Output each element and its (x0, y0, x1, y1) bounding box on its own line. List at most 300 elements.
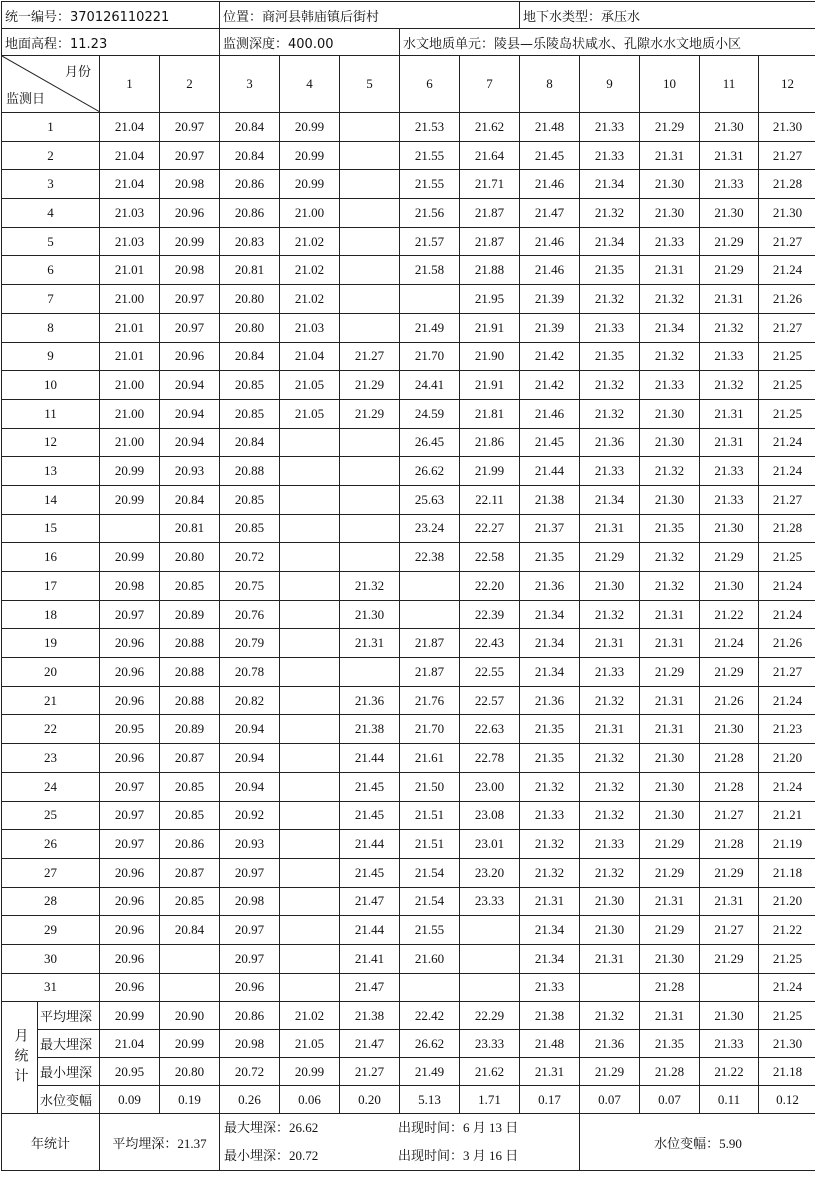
depth-cell: 22.57 (460, 686, 520, 715)
stat-cell: 1.71 (460, 1086, 520, 1114)
depth-cell: 21.30 (700, 572, 759, 601)
hydrogeologic-unit: 水文地质单元：陵县—乐陵岛状咸水、孔隙水水文地质小区 (400, 29, 815, 56)
annual-average-depth: 平均埋深：21.37 (100, 1114, 220, 1171)
day-label: 22 (2, 715, 100, 744)
depth-cell: 21.31 (640, 715, 700, 744)
depth-cell: 20.92 (220, 801, 280, 830)
depth-cell: 21.27 (340, 342, 400, 371)
day-label: 2 (2, 141, 100, 170)
table-row (2, 944, 815, 973)
depth-cell: 21.31 (640, 256, 700, 285)
depth-cell: 21.30 (700, 199, 759, 228)
day-label: 17 (2, 572, 100, 601)
depth-cell: 21.39 (520, 285, 580, 314)
depth-cell: 21.25 (759, 944, 815, 973)
depth-cell: 21.29 (700, 543, 759, 572)
max-depth-time: 出现时间：6 月 13 日 (398, 1114, 579, 1142)
depth-cell: 20.83 (220, 227, 280, 256)
table-row (2, 801, 815, 830)
depth-cell: 20.81 (220, 256, 280, 285)
depth-cell: 21.03 (100, 199, 160, 228)
day-label: 20 (2, 658, 100, 687)
depth-cell: 21.36 (580, 428, 640, 457)
depth-cell: 21.01 (100, 256, 160, 285)
station-id: 统一编号：370126110221 (2, 2, 220, 29)
depth-cell: 20.75 (220, 572, 280, 601)
depth-cell: 21.47 (340, 973, 400, 1002)
stat-label: 最大埋深 (38, 1030, 100, 1058)
depth-cell: 21.32 (580, 858, 640, 887)
depth-cell: 21.01 (100, 342, 160, 371)
day-label: 4 (2, 199, 100, 228)
depth-cell: 21.38 (340, 715, 400, 744)
stat-cell: 20.99 (280, 1058, 340, 1086)
depth-cell: 21.04 (100, 141, 160, 170)
ground-elevation: 地面高程：11.23 (2, 29, 220, 56)
stat-cell: 23.33 (460, 1030, 520, 1058)
depth-cell: 20.96 (100, 629, 160, 658)
day-label: 21 (2, 686, 100, 715)
depth-cell: 21.29 (700, 658, 759, 687)
depth-cell (340, 543, 400, 572)
depth-cell: 20.81 (160, 514, 220, 543)
table-row (2, 572, 815, 601)
depth-cell: 21.04 (100, 170, 160, 199)
depth-cell: 21.36 (520, 686, 580, 715)
depth-cell (460, 916, 520, 945)
depth-cell: 20.97 (100, 772, 160, 801)
depth-cell (280, 428, 340, 457)
depth-cell: 20.85 (220, 514, 280, 543)
depth-cell: 21.24 (759, 973, 815, 1002)
day-label: 18 (2, 600, 100, 629)
depth-cell: 21.30 (759, 199, 815, 228)
table-row (2, 916, 815, 945)
day-label: 1 (2, 113, 100, 142)
stat-cell: 21.28 (640, 1058, 700, 1086)
depth-cell (340, 141, 400, 170)
depth-cell: 20.97 (220, 944, 280, 973)
depth-cell: 20.85 (160, 572, 220, 601)
depth-cell: 21.29 (640, 658, 700, 687)
depth-cell: 21.35 (640, 514, 700, 543)
depth-cell: 21.55 (400, 141, 460, 170)
depth-cell: 20.97 (100, 600, 160, 629)
depth-cell (280, 457, 340, 486)
min-depth-time: 出现时间：3 月 16 日 (398, 1142, 579, 1170)
table-row (2, 600, 815, 629)
depth-cell: 21.02 (280, 227, 340, 256)
table-row (2, 830, 815, 859)
depth-cell: 21.27 (759, 227, 815, 256)
depth-cell: 21.33 (700, 485, 759, 514)
depth-cell: 21.31 (580, 629, 640, 658)
stat-cell: 20.72 (220, 1058, 280, 1086)
depth-cell (280, 944, 340, 973)
depth-cell: 21.18 (759, 858, 815, 887)
depth-cell: 20.85 (160, 801, 220, 830)
depth-cell: 20.82 (220, 686, 280, 715)
day-label: 11 (2, 399, 100, 428)
depth-cell: 21.54 (400, 887, 460, 916)
depth-cell: 21.34 (580, 227, 640, 256)
depth-cell: 21.34 (520, 600, 580, 629)
table-row (2, 227, 815, 256)
depth-cell: 21.34 (520, 629, 580, 658)
depth-cell: 24.59 (400, 399, 460, 428)
depth-cell: 20.97 (220, 858, 280, 887)
depth-cell: 21.46 (520, 399, 580, 428)
stat-cell: 0.06 (280, 1086, 340, 1114)
depth-cell: 21.29 (640, 916, 700, 945)
depth-cell: 20.84 (160, 916, 220, 945)
depth-cell: 23.33 (460, 887, 520, 916)
depth-cell: 21.99 (460, 457, 520, 486)
depth-cell: 21.02 (280, 285, 340, 314)
table-row (2, 715, 815, 744)
depth-cell (400, 285, 460, 314)
depth-cell: 20.99 (100, 457, 160, 486)
depth-cell: 22.27 (460, 514, 520, 543)
depth-cell (340, 285, 400, 314)
depth-cell: 20.97 (220, 916, 280, 945)
depth-cell (340, 428, 400, 457)
depth-cell: 21.32 (580, 199, 640, 228)
depth-cell (460, 944, 520, 973)
depth-cell: 21.87 (400, 629, 460, 658)
depth-cell (280, 715, 340, 744)
stat-cell: 21.30 (700, 1002, 759, 1030)
depth-cell: 20.99 (160, 227, 220, 256)
depth-cell (100, 514, 160, 543)
depth-cell: 21.24 (759, 600, 815, 629)
depth-cell: 21.04 (280, 342, 340, 371)
depth-cell: 21.32 (640, 285, 700, 314)
depth-cell: 21.31 (580, 715, 640, 744)
depth-cell: 21.44 (340, 916, 400, 945)
stat-cell: 21.38 (340, 1002, 400, 1030)
depth-cell: 21.33 (520, 801, 580, 830)
depth-cell: 20.85 (220, 399, 280, 428)
depth-cell: 22.78 (460, 744, 520, 773)
annual-stats-label: 年统计 (2, 1114, 100, 1171)
depth-cell: 21.33 (700, 457, 759, 486)
depth-cell: 20.89 (160, 600, 220, 629)
depth-cell: 21.28 (759, 170, 815, 199)
day-label: 23 (2, 744, 100, 773)
depth-cell: 21.00 (100, 285, 160, 314)
depth-cell: 20.88 (160, 629, 220, 658)
depth-cell: 21.00 (280, 199, 340, 228)
depth-cell: 21.32 (580, 285, 640, 314)
depth-cell: 21.87 (400, 658, 460, 687)
depth-cell: 21.35 (520, 715, 580, 744)
corner-cell (2, 56, 100, 113)
depth-cell: 20.80 (160, 543, 220, 572)
depth-cell: 21.95 (460, 285, 520, 314)
annual-min-depth: 最小埋深：20.72 (220, 1142, 398, 1170)
depth-cell: 21.30 (700, 113, 759, 142)
depth-cell: 21.30 (640, 399, 700, 428)
depth-cell: 21.29 (640, 113, 700, 142)
depth-cell: 21.27 (759, 485, 815, 514)
depth-cell (280, 801, 340, 830)
depth-cell (280, 514, 340, 543)
depth-cell: 21.20 (759, 887, 815, 916)
depth-cell: 21.05 (280, 371, 340, 400)
depth-cell: 20.84 (160, 485, 220, 514)
depth-cell: 21.49 (400, 313, 460, 342)
table-row (2, 141, 815, 170)
table-row (2, 199, 815, 228)
depth-cell: 21.33 (640, 227, 700, 256)
depth-cell (340, 256, 400, 285)
depth-cell: 21.04 (100, 113, 160, 142)
depth-cell: 21.28 (640, 973, 700, 1002)
depth-cell: 21.29 (700, 944, 759, 973)
depth-cell: 21.31 (640, 686, 700, 715)
month-header: 7 (460, 56, 520, 113)
depth-cell: 21.47 (520, 199, 580, 228)
depth-cell: 21.48 (520, 113, 580, 142)
depth-cell: 20.96 (100, 858, 160, 887)
depth-cell: 20.96 (100, 658, 160, 687)
table-row (2, 973, 815, 1002)
monthly-stats-label: 月统计 (2, 1002, 38, 1114)
depth-cell: 21.31 (700, 399, 759, 428)
depth-cell: 21.29 (700, 227, 759, 256)
depth-cell: 20.94 (220, 715, 280, 744)
day-label: 27 (2, 858, 100, 887)
table-row (2, 428, 815, 457)
depth-cell: 21.31 (640, 141, 700, 170)
table-row (2, 629, 815, 658)
stat-cell: 5.13 (400, 1086, 460, 1114)
depth-cell: 21.27 (759, 658, 815, 687)
depth-cell: 20.84 (220, 141, 280, 170)
depth-cell: 21.31 (520, 887, 580, 916)
depth-cell: 21.33 (640, 371, 700, 400)
depth-cell: 20.96 (100, 973, 160, 1002)
stat-cell: 0.20 (340, 1086, 400, 1114)
depth-cell (340, 170, 400, 199)
depth-cell: 26.62 (400, 457, 460, 486)
depth-cell: 21.31 (580, 944, 640, 973)
stat-cell: 21.02 (280, 1002, 340, 1030)
depth-cell: 21.30 (700, 715, 759, 744)
depth-cell: 21.86 (460, 428, 520, 457)
table-row (2, 543, 815, 572)
depth-cell (340, 113, 400, 142)
day-label: 16 (2, 543, 100, 572)
depth-cell: 21.00 (100, 399, 160, 428)
depth-cell: 20.96 (160, 199, 220, 228)
depth-cell: 21.24 (759, 256, 815, 285)
stat-cell: 21.35 (640, 1030, 700, 1058)
depth-cell: 21.29 (580, 543, 640, 572)
depth-cell: 20.93 (160, 457, 220, 486)
depth-cell: 21.33 (700, 170, 759, 199)
table-row (2, 686, 815, 715)
depth-cell: 21.32 (520, 772, 580, 801)
depth-cell: 21.32 (520, 830, 580, 859)
day-label: 29 (2, 916, 100, 945)
depth-cell: 21.25 (759, 399, 815, 428)
annual-max-depth: 最大埋深：26.62 (220, 1114, 398, 1142)
depth-cell: 21.22 (700, 600, 759, 629)
stat-cell: 0.07 (580, 1086, 640, 1114)
depth-cell: 21.32 (580, 801, 640, 830)
day-label: 3 (2, 170, 100, 199)
depth-cell: 21.32 (640, 342, 700, 371)
depth-cell (700, 973, 759, 1002)
depth-cell: 20.85 (160, 772, 220, 801)
stat-cell: 20.90 (160, 1002, 220, 1030)
depth-cell (340, 457, 400, 486)
depth-cell: 21.34 (580, 170, 640, 199)
table-row (2, 858, 815, 887)
stat-cell: 0.26 (220, 1086, 280, 1114)
month-header: 11 (700, 56, 759, 113)
depth-cell: 20.76 (220, 600, 280, 629)
annual-stats-row (2, 1114, 815, 1171)
depth-cell: 21.64 (460, 141, 520, 170)
depth-cell: 21.32 (580, 371, 640, 400)
depth-cell: 20.72 (220, 543, 280, 572)
depth-cell: 21.71 (460, 170, 520, 199)
table-row (2, 170, 815, 199)
depth-cell: 21.00 (100, 371, 160, 400)
depth-cell: 24.41 (400, 371, 460, 400)
month-header: 3 (220, 56, 280, 113)
depth-cell: 20.98 (100, 572, 160, 601)
depth-cell: 21.34 (520, 658, 580, 687)
depth-cell: 21.05 (280, 399, 340, 428)
depth-cell: 21.76 (400, 686, 460, 715)
annual-extremes-values (220, 1114, 398, 1170)
depth-cell: 20.86 (220, 199, 280, 228)
depth-cell: 21.25 (759, 543, 815, 572)
depth-cell: 21.44 (340, 830, 400, 859)
depth-cell: 20.93 (220, 830, 280, 859)
depth-cell: 21.30 (640, 485, 700, 514)
depth-cell: 21.03 (280, 313, 340, 342)
stat-label: 水位变幅 (38, 1086, 100, 1114)
stat-cell: 21.25 (759, 1002, 815, 1030)
stat-cell: 21.47 (340, 1030, 400, 1058)
depth-cell: 21.36 (340, 686, 400, 715)
stat-cell: 0.19 (160, 1086, 220, 1114)
day-label: 13 (2, 457, 100, 486)
depth-cell: 22.39 (460, 600, 520, 629)
depth-cell: 21.32 (700, 313, 759, 342)
depth-cell: 20.96 (160, 342, 220, 371)
depth-cell: 20.97 (160, 313, 220, 342)
depth-cell: 22.58 (460, 543, 520, 572)
depth-cell: 22.63 (460, 715, 520, 744)
table-row (2, 113, 815, 142)
depth-cell: 20.98 (160, 256, 220, 285)
depth-cell: 20.98 (160, 170, 220, 199)
depth-cell: 21.45 (340, 772, 400, 801)
depth-cell (460, 973, 520, 1002)
depth-cell: 21.28 (759, 514, 815, 543)
depth-cell: 21.37 (520, 514, 580, 543)
depth-cell: 21.62 (460, 113, 520, 142)
depth-cell: 21.27 (700, 801, 759, 830)
table-row (2, 342, 815, 371)
depth-cell: 21.32 (580, 772, 640, 801)
stat-cell: 21.27 (340, 1058, 400, 1086)
month-header: 8 (520, 56, 580, 113)
depth-cell: 21.30 (640, 744, 700, 773)
table-row (2, 371, 815, 400)
depth-cell: 21.30 (580, 887, 640, 916)
depth-cell (280, 858, 340, 887)
depth-cell: 21.88 (460, 256, 520, 285)
month-header: 10 (640, 56, 700, 113)
monthly-stat-row (2, 1002, 815, 1030)
stat-cell: 21.38 (520, 1002, 580, 1030)
depth-cell: 21.44 (520, 457, 580, 486)
depth-cell: 23.24 (400, 514, 460, 543)
depth-cell: 22.55 (460, 658, 520, 687)
depth-cell: 21.22 (759, 916, 815, 945)
depth-cell: 20.84 (220, 428, 280, 457)
depth-cell: 21.24 (759, 457, 815, 486)
depth-cell: 21.30 (640, 801, 700, 830)
stat-cell: 20.95 (100, 1058, 160, 1086)
depth-cell: 21.45 (340, 801, 400, 830)
depth-cell: 21.32 (640, 543, 700, 572)
depth-cell: 23.00 (460, 772, 520, 801)
depth-cell: 23.08 (460, 801, 520, 830)
depth-cell: 21.30 (580, 572, 640, 601)
depth-cell: 21.51 (400, 830, 460, 859)
depth-cell: 20.96 (220, 973, 280, 1002)
day-label: 30 (2, 944, 100, 973)
monthly-stat-row (2, 1030, 815, 1058)
day-label: 31 (2, 973, 100, 1002)
stat-cell: 21.33 (700, 1030, 759, 1058)
depth-cell: 21.34 (520, 916, 580, 945)
depth-cell: 21.29 (640, 858, 700, 887)
depth-cell (280, 830, 340, 859)
depth-cell: 21.34 (580, 485, 640, 514)
depth-cell: 21.70 (400, 715, 460, 744)
depth-cell (400, 572, 460, 601)
stat-cell: 21.31 (640, 1002, 700, 1030)
depth-cell: 21.30 (580, 916, 640, 945)
header-row-1 (2, 2, 815, 29)
stat-cell: 21.36 (580, 1030, 640, 1058)
depth-cell: 21.87 (460, 227, 520, 256)
depth-cell: 20.99 (280, 141, 340, 170)
depth-cell: 20.96 (100, 944, 160, 973)
depth-cell: 21.45 (340, 858, 400, 887)
corner-day-label: 监测日 (6, 88, 45, 107)
depth-cell (340, 658, 400, 687)
depth-cell: 21.32 (580, 686, 640, 715)
depth-cell: 21.31 (340, 629, 400, 658)
depth-cell: 21.45 (520, 428, 580, 457)
depth-cell: 20.95 (100, 715, 160, 744)
depth-cell: 20.98 (220, 887, 280, 916)
depth-cell: 21.55 (400, 916, 460, 945)
depth-cell: 21.33 (520, 973, 580, 1002)
depth-cell: 20.94 (220, 744, 280, 773)
depth-cell: 21.91 (460, 371, 520, 400)
